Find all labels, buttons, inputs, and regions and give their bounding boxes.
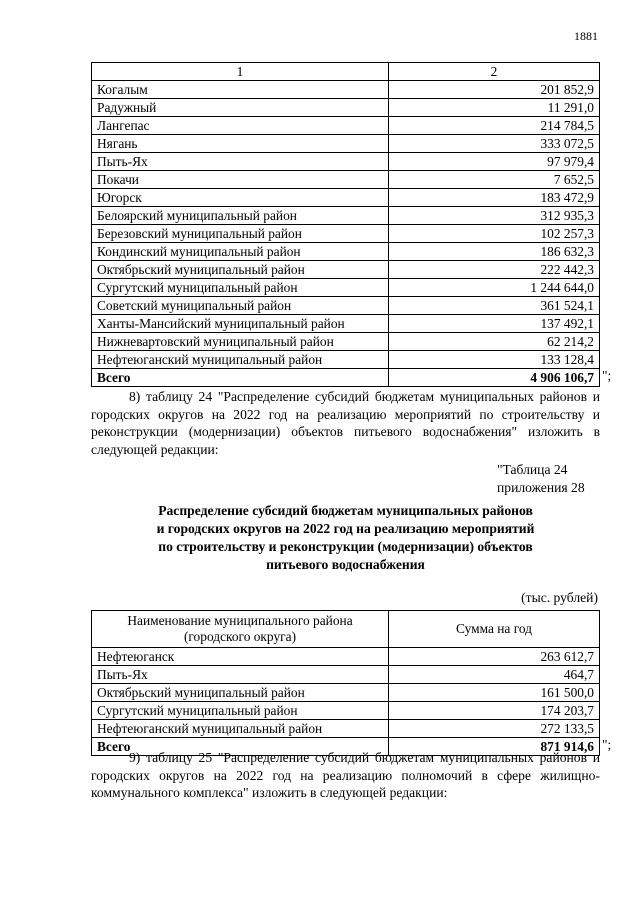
table-row: [92, 333, 600, 351]
row-name: Пыть-Ях: [92, 666, 389, 684]
row-value: 97 979,4: [389, 153, 600, 171]
column-header-amount: Сумма на год: [389, 611, 600, 648]
table-row: [92, 81, 600, 99]
table-row: [92, 153, 600, 171]
paragraph-item-9-text: 9) таблицу 25 "Распределение субсидий бюджетам муниципальных районов и городских округов на 2022 год на реализацию полномочий в сфере жилищно-коммунального комплекса" изложить в следующей редакции:: [91, 750, 600, 800]
table-row: [92, 351, 600, 369]
quote-closer: ";: [602, 737, 612, 752]
row-name: Белоярский муниципальный район: [92, 207, 389, 225]
total-label: Всего: [92, 738, 389, 756]
table-title: [91, 502, 600, 574]
row-value: 1 244 644,0: [389, 279, 600, 297]
row-name: Ханты-Мансийский муниципальный район: [92, 315, 389, 333]
row-name: Покачи: [92, 171, 389, 189]
subsidies-table-continued: [91, 62, 600, 387]
table-title-line: и городских округов на 2022 год на реализацию мероприятий: [156, 521, 535, 536]
table-row: [92, 279, 600, 297]
row-name: Пыть-Ях: [92, 153, 389, 171]
table-row: [92, 684, 600, 702]
row-name: Октябрьский муниципальный район: [92, 261, 389, 279]
row-value: 102 257,3: [389, 225, 600, 243]
row-name: Сургутский муниципальный район: [92, 702, 389, 720]
table-row: [92, 297, 600, 315]
row-value: 272 133,5: [389, 720, 600, 738]
table-title-line: по строительству и реконструкции (модернизации) объектов: [158, 539, 533, 554]
water-supply-subsidies-table: [91, 610, 600, 756]
row-value: 7 652,5: [389, 171, 600, 189]
quote-closer: ";: [602, 368, 612, 383]
table-row: [92, 225, 600, 243]
row-name: Октябрьский муниципальный район: [92, 684, 389, 702]
row-value: 174 203,7: [389, 702, 600, 720]
row-name: Югорск: [92, 189, 389, 207]
units-label: (тыс. рублей): [521, 590, 598, 605]
table-row: [92, 117, 600, 135]
table-reference-line-2: приложения 28: [497, 480, 585, 495]
column-number-1: 1: [92, 63, 389, 81]
table-header-row: [92, 611, 600, 648]
row-value: 263 612,7: [389, 648, 600, 666]
total-row: [92, 369, 600, 387]
row-name: Нефтеюганский муниципальный район: [92, 720, 389, 738]
table-row: [92, 261, 600, 279]
row-value: 137 492,1: [389, 315, 600, 333]
row-value: 133 128,4: [389, 351, 600, 369]
column-number-2: 2: [389, 63, 600, 81]
total-value: 4 906 106,7: [389, 369, 600, 387]
column-header-name: Наименование муниципального района (городского округа): [92, 611, 389, 648]
table-header-row: [92, 63, 600, 81]
row-name: Радужный: [92, 99, 389, 117]
row-name: Когалым: [92, 81, 389, 99]
paragraph-item-8: [91, 388, 600, 458]
row-name: Нефтеюганск: [92, 648, 389, 666]
table-row: [92, 189, 600, 207]
row-value: 183 472,9: [389, 189, 600, 207]
row-name: Нефтеюганский муниципальный район: [92, 351, 389, 369]
row-name: Сургутский муниципальный район: [92, 279, 389, 297]
row-value: 186 632,3: [389, 243, 600, 261]
table-row: [92, 702, 600, 720]
table-title-line: Распределение субсидий бюджетам муниципальных районов: [158, 503, 533, 518]
row-name: Березовский муниципальный район: [92, 225, 389, 243]
row-name: Советский муниципальный район: [92, 297, 389, 315]
row-value: 214 784,5: [389, 117, 600, 135]
table-row: [92, 720, 600, 738]
table-row: [92, 99, 600, 117]
row-value: 201 852,9: [389, 81, 600, 99]
row-value: 333 072,5: [389, 135, 600, 153]
row-value: 62 214,2: [389, 333, 600, 351]
row-value: 361 524,1: [389, 297, 600, 315]
table-row: [92, 207, 600, 225]
row-value: 161 500,0: [389, 684, 600, 702]
paragraph-item-8-text: 8) таблицу 24 "Распределение субсидий бюджетам муниципальных районов и городских округов на 2022 год на реализацию мероприятий по строительству и реконструкции (модернизации) объектов питьевого водоснабжения" изложить в следующей редакции:: [91, 389, 600, 457]
row-name: Кондинский муниципальный район: [92, 243, 389, 261]
total-value: 871 914,6: [389, 738, 600, 756]
row-name: Лангепас: [92, 117, 389, 135]
table-row: [92, 135, 600, 153]
row-value: 222 442,3: [389, 261, 600, 279]
paragraph-item-9: [91, 749, 600, 802]
table-row: [92, 243, 600, 261]
table-reference-line-1: "Таблица 24: [497, 462, 568, 477]
row-value: 464,7: [389, 666, 600, 684]
table-row: [92, 315, 600, 333]
table-reference: [497, 461, 585, 497]
total-label: Всего: [92, 369, 389, 387]
table-row: [92, 171, 600, 189]
table-title-line: питьевого водоснабжения: [266, 557, 425, 572]
row-name: Нижневартовский муниципальный район: [92, 333, 389, 351]
row-value: 11 291,0: [389, 99, 600, 117]
page-number: 1881: [574, 29, 598, 43]
table-row: [92, 666, 600, 684]
row-value: 312 935,3: [389, 207, 600, 225]
table-row: [92, 648, 600, 666]
row-name: Нягань: [92, 135, 389, 153]
